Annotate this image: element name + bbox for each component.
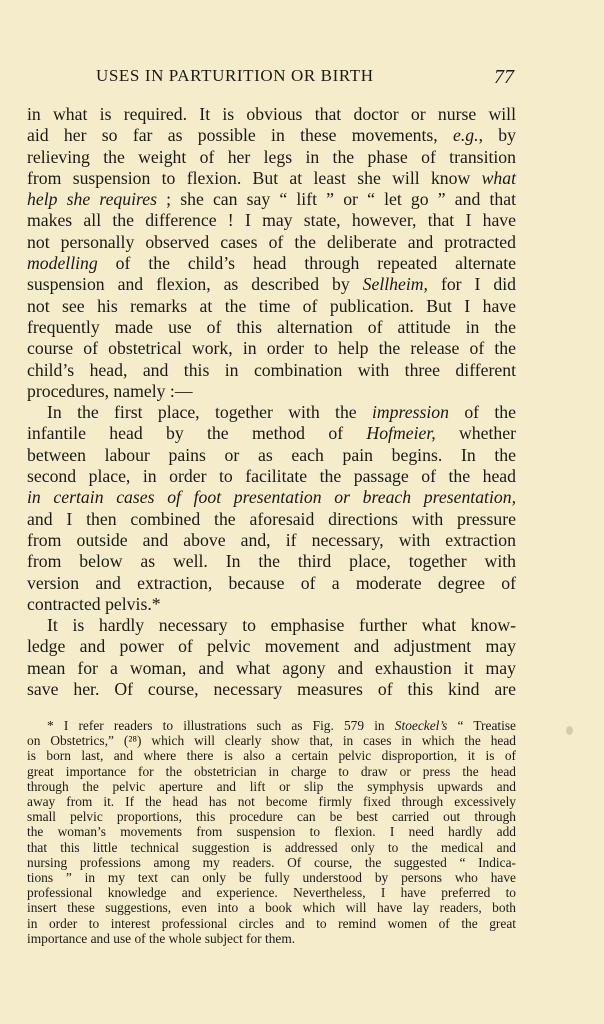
text-line: in certain cases of foot presentation or breach presentation, xyxy=(27,487,516,508)
footnote-line: * I refer readers to illustrations such as Fig. 579 in Stoeckel’s “ Treatise xyxy=(47,718,516,733)
footnote-line: insert these suggestions, even into a book which will have lay readers, both xyxy=(27,900,516,916)
footnote-line: away from it. If the head has not become firmly fixed through excessively xyxy=(27,794,516,810)
text-line: from below as well. In the third place, together with xyxy=(27,551,516,572)
text-line: relieving the weight of her legs in the phase of transition xyxy=(27,146,516,167)
footnote-line: nursing professions among my readers. Of course, the suggested “ Indica- xyxy=(27,854,516,870)
footnote-line: the woman’s movements from suspension to flexion. I need hardly add xyxy=(27,824,516,840)
text-line: help she requires ; she can say “ lift ” or “ let go ” and that xyxy=(27,189,516,210)
text-line: procedures, namely :— xyxy=(27,380,193,401)
footnote-line: professional knowledge and experience. Nevertheless, I have preferred to xyxy=(27,885,516,901)
footnote-line: through the pelvic aperture and lift or slip the symphysis upwards and xyxy=(27,778,516,794)
text-line: makes all the difference ! I may state, however, that I have xyxy=(27,210,516,231)
text-line: child’s head, and this in combination with three different xyxy=(27,359,516,380)
text-line: mean for a woman, and what agony and exhaustion it may xyxy=(27,657,516,678)
text-line: suspension and flexion, as described by Sellheim, for I did xyxy=(27,274,516,295)
text-line: course of obstetrical work, in order to help the release of the xyxy=(27,338,516,359)
text-line: in what is required. It is obvious that doctor or nurse will xyxy=(27,104,516,124)
text-line: In the first place, together with the impression of the xyxy=(47,402,516,423)
running-title: USES IN PARTURITION OR BIRTH xyxy=(96,66,374,85)
footnote-line: tions ” in my text can only be fully understood by persons who have xyxy=(27,870,516,886)
text-line: frequently made use of this alternation of attitude in the xyxy=(27,316,516,337)
footnote xyxy=(27,718,516,946)
text-line: aid her so far as possible in these movements, e.g., by xyxy=(27,125,516,146)
text-line: It is hardly necessary to emphasise further what know- xyxy=(47,615,516,636)
footnote-line: small pelvic proportions, this procedure can be best carried out through xyxy=(27,809,516,825)
footnote-line: that this little technical suggestion is addressed only to the medical and xyxy=(27,839,516,855)
text-line: modelling of the child’s head through repeated alternate xyxy=(27,253,516,274)
text-line: and I then combined the aforesaid directions with pressure xyxy=(27,508,516,529)
footnote-line: in order to interest professional circles and to remind women of the great xyxy=(27,915,516,931)
text-line: save her. Of course, necessary measures of this kind are xyxy=(27,679,516,700)
body-text xyxy=(27,104,516,700)
text-line: from outside and above and, if necessary, with extraction xyxy=(27,529,516,550)
paper-blemish xyxy=(566,726,573,735)
footnote-line: importance and use of the whole subject for them. xyxy=(27,930,296,946)
footnote-line: great importance for the obstetrician in charge to draw or press the head xyxy=(27,763,516,779)
text-line: ledge and power of pelvic movement and adjustment may xyxy=(27,636,516,657)
text-line: from suspension to flexion. But at least she will know what xyxy=(27,167,516,188)
page-number: 77 xyxy=(494,66,514,88)
footnote-line: is born last, and where there is also a certain pelvic disproportion, it is of xyxy=(27,748,516,764)
text-line: between labour pains or as each pain begins. In the xyxy=(27,444,516,465)
text-line: infantile head by the method of Hofmeier, whether xyxy=(27,423,516,444)
text-line: not see his remarks at the time of publication. But I have xyxy=(27,295,516,316)
running-header xyxy=(0,66,604,92)
footnote-line: on Obstetrics,” (²⁸) which will clearly show that, in cases in which the head xyxy=(27,733,516,749)
text-line: second place, in order to facilitate the passage of the head xyxy=(27,466,516,487)
text-line: contracted pelvis.* xyxy=(27,593,161,614)
text-line: version and extraction, because of a moderate degree of xyxy=(27,572,516,593)
text-line: not personally observed cases of the deliberate and protracted xyxy=(27,231,516,252)
